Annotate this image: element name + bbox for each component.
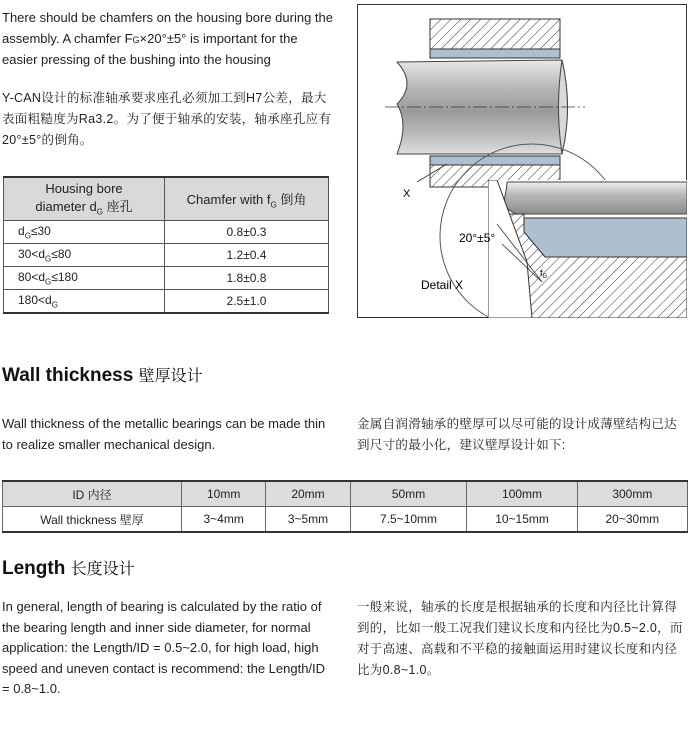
table-row [3,507,688,533]
id-cell: 300mm [577,481,687,507]
chamfer-intro-en [2,8,342,71]
table-row [4,221,329,244]
length-cn-line3: 对于高速、高载和不平稳的接触面运用时建议长度和内径 [357,642,678,656]
length-en-line2: the bearing length and inner side diameter, for normal [2,619,311,635]
thickness-cell: 7.5~10mm [350,507,467,533]
id-cell: 20mm [266,481,350,507]
length-cn-line4: 比为0.8~1.0。 [357,663,440,677]
angle-label: 20°±5° [459,231,496,245]
thickness-cell: 20~30mm [577,507,687,533]
length-heading: Length 长度设计 [2,558,135,579]
length-cn-line2: 到的，比如一般工况我们建议长度和内径比为0.5~2.0，而 [357,621,683,635]
chamfer-table-header-chamfer: Chamfer with $f_G$ 倒角 [165,177,329,221]
wall-intro-cn-line1: 金属自润滑轴承的壁厚可以尽可能的设计成薄壁结构已达 [357,417,678,431]
thickness-label-cell: Wall thickness 壁厚 [3,507,182,533]
bore-range-cell: $180<d_G$ [4,290,165,314]
wall-intro-en-line1: Wall thickness of the metallic bearings can be made thin [2,416,326,431]
chamfer-intro-cn [2,88,347,151]
chamfer-value-cell: 2.5±1.0 [165,290,329,314]
id-label-cell: ID 内径 [3,481,182,507]
wall-intro-cn-line2: 到尺寸的最小化，建议壁厚设计如下: [357,438,566,452]
wall-thickness-table [2,480,688,533]
length-cn-line1: 一般来说，轴承的长度是根据轴承的长度和内径比计算得 [357,600,678,614]
chamfer-table-header-bore: Housing bore diameter $d_G$ 座孔 [4,177,165,221]
chamfer-diagram [357,4,687,318]
thickness-cell: 3~4mm [182,507,266,533]
bore-range-cell: $30<d_G\le 80$ [4,244,165,267]
detail-x-view [488,180,687,318]
thickness-cell: 10~15mm [467,507,577,533]
id-cell: 50mm [350,481,467,507]
chamfer-table [3,176,329,314]
table-row [4,290,329,314]
chamfer-value-cell: 1.2±0.4 [165,244,329,267]
length-intro-cn [357,597,690,681]
fg-label: $f_G$ [540,268,548,280]
label-x: X [403,188,411,200]
chamfer-intro-cn-line1: Y-CAN设计的标准轴承要求座孔必须加工到H7公差，最大 [2,91,327,105]
chamfer-intro-cn-line2: 表面粗糙度为Ra3.2。为了便于轴承的安装，轴承座孔应有 [2,112,332,126]
length-en-line5: = 0.8~1.0. [2,681,61,696]
id-cell: 10mm [182,481,266,507]
chamfer-intro-en-line2: assembly. A chamfer FG×20°±5° is important for the [2,30,298,46]
thickness-cell: 3~5mm [266,507,350,533]
table-row [3,481,688,507]
id-cell: 100mm [467,481,577,507]
length-en-line3: application: the Length/ID = 0.5~2.0, for high load, high [2,640,319,655]
chamfer-intro-en-line3: easier pressing of the bushing into the housing [2,52,271,67]
length-en-line1: In general, length of bearing is calculated by the ratio of [2,599,322,614]
chamfer-value-cell: 0.8±0.3 [165,221,329,244]
chamfer-intro-cn-line3: 20°±5°的倒角。 [2,133,93,147]
bore-range-cell: $d_G\le 30$ [4,221,165,244]
length-en-line4: speed and uneven contact is recommend: the Length/ID [2,660,326,676]
detail-label: Detail X [421,278,464,292]
wall-thickness-heading: Wall thickness 壁厚设计 [2,365,203,386]
length-intro-en [2,597,342,700]
chamfer-intro-en-line1: There should be chamfers on the housing bore during the [2,10,333,25]
table-row [4,267,329,290]
wall-intro-cn [357,414,690,456]
housing-top [430,19,560,58]
wall-intro-en-line2: to realize smaller mechanical design. [2,436,216,452]
table-row [4,244,329,267]
bore-range-cell: $80<d_G\le 180$ [4,267,165,290]
chamfer-value-cell: 1.8±0.8 [165,267,329,290]
wall-intro-en [2,414,342,455]
